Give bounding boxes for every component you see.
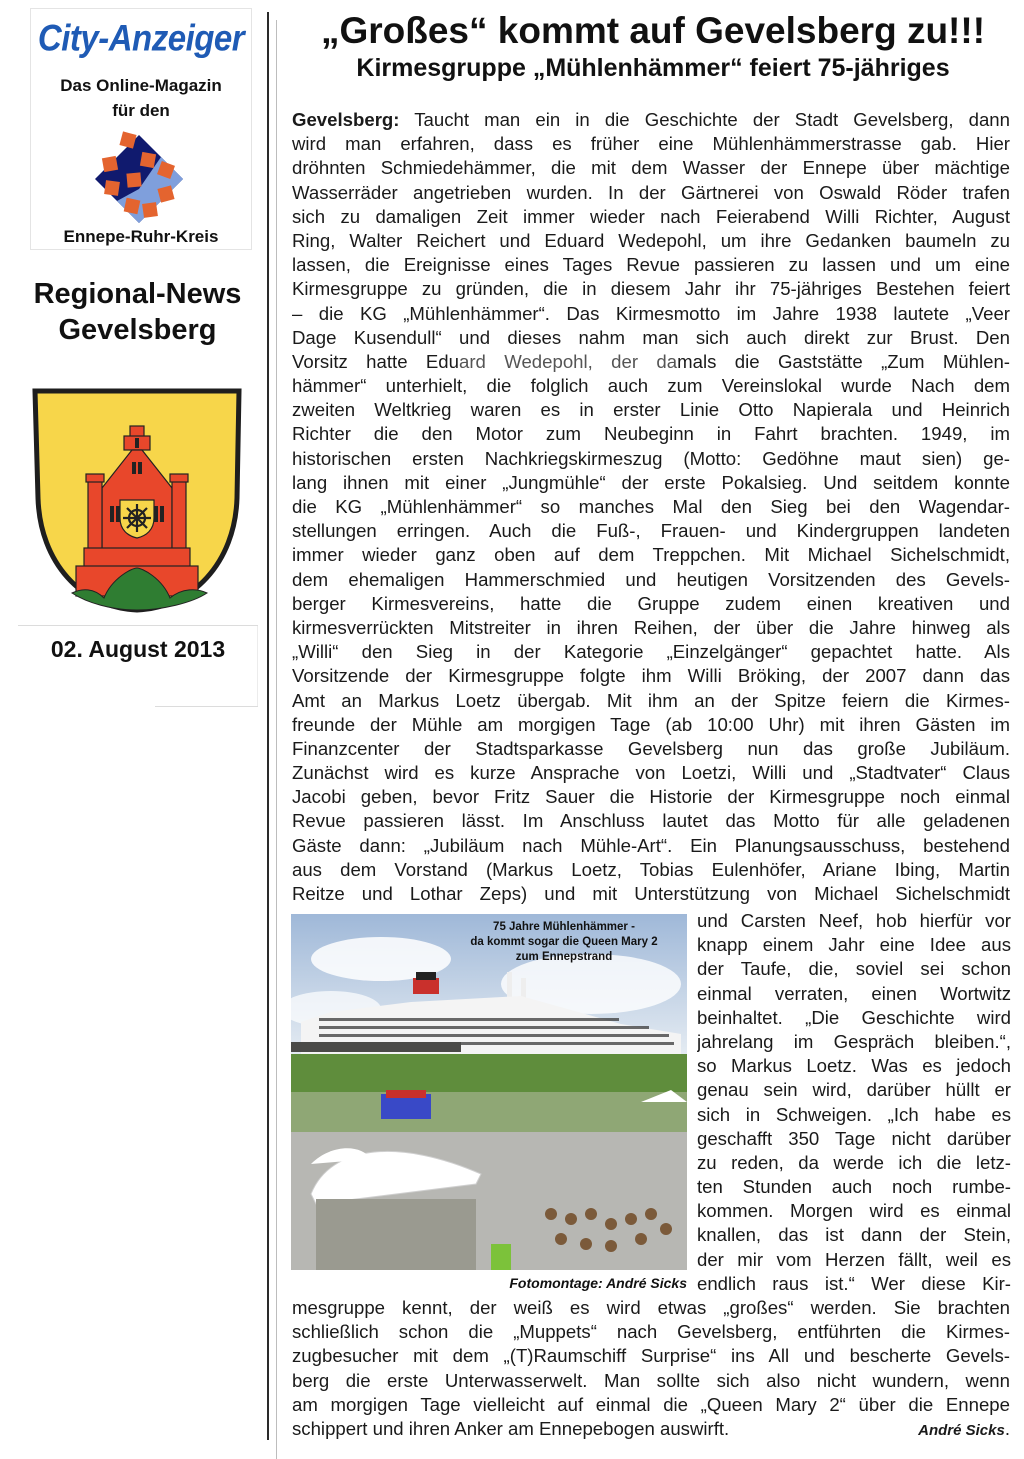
text-line: Gäste dann: „Jubiläum nach Mühle-Art“. Ein Planungsausschuss, bestehend — [292, 834, 1010, 856]
text-line: lassen, die Ereignisse eines Tages Revue passieren zu lassen und um eine — [292, 254, 1010, 276]
text-line: knapp einem Jahr eine Idee aus — [697, 934, 1011, 956]
article-body-top — [292, 108, 1010, 906]
text-line: berg die erste Unterwasserwelt. Man sollte sich also nicht wundern, wenn — [292, 1369, 1010, 1391]
text-line: Dage Kusendull“ und dieses nahm man sich auch direkt zur Brust. Den — [292, 326, 1010, 348]
text-line: zugbesucher mit dem „(T)Raumschiff Surprise“ ins All und bescherte Gevels- — [292, 1345, 1010, 1367]
column-divider — [267, 12, 269, 1440]
text-line: geschafft 350 Tage nicht darüber — [697, 1127, 1011, 1149]
article-subheadline: Kirmesgruppe „Mühlenhämmer“ feiert 75-jähriges — [356, 54, 950, 82]
article-body-side — [697, 909, 1011, 1296]
article-author: André Sicks. — [918, 1417, 1010, 1439]
text-line: – die KG „Mühlenhämmer“. Das Kirmesmotto im Jahre 1938 lautete „Veer — [292, 302, 1010, 324]
text-line: Zunächst wird es kurze Ansprache von Loetzi, Willi und „Stadtvater“ Claus — [292, 762, 1010, 784]
text-line: einmal verraten, einen Wortwitz — [697, 982, 1011, 1004]
coat-of-arms-icon — [32, 388, 242, 613]
issue-date-box — [18, 625, 258, 706]
article-headline: „Großes“ kommt auf Gevelsberg zu!!! — [320, 10, 986, 51]
section-title-line2: Gevelsberg — [58, 314, 217, 346]
text-line: und Carsten Neef, hob hierfür vor — [697, 910, 1011, 931]
text-line: Amt an Markus Loetz übergab. Mit ihm an der Spitze feiern die Kirmes- — [292, 689, 1010, 711]
text-line: die KG „Mühlenhämmer“ so manches Mal den Sieg bei den Wagendar- — [292, 496, 1010, 517]
text-line: Finanzcenter der Stadtsparkasse Gevelsberg nun das große Jubiläum. — [292, 737, 1010, 759]
text-line: zu reden, da werde ich die letz- — [697, 1151, 1011, 1173]
text-line: Vorsitz hatte Eduard Wedepohl, der damals die Gaststätte „Zum Mühlen- — [292, 350, 1010, 372]
text-line: endlich raus ist.“ Wer diese Kir- — [697, 1272, 1011, 1294]
text-line: Ring, Walter Reichert und Eduard Wedepohl, um ihre Gedanken baumeln zu — [292, 229, 1010, 251]
section-title-line1: Regional-News — [33, 278, 242, 310]
text-line: immer wieder ganz oben auf dem Treppchen. Mit Michael Sichelschmidt, — [292, 544, 1010, 566]
text-line: berger Kirmesvereins, hatte die Gruppe zudem einen kreativen und — [292, 592, 1010, 614]
photo-montage-image — [291, 914, 687, 1270]
logo-tagline-line3: Ennepe-Ruhr-Kreis — [63, 227, 219, 246]
text-line: Revue passieren lässt. Im Anschluss lautet das Motto für alle geladenen — [292, 810, 1010, 832]
text-line: Jacobi geben, bevor Fritz Sauer die Historie der Kirmesgruppe noch einmal — [292, 786, 1010, 808]
city-anzeiger-logo[interactable] — [30, 8, 252, 250]
text-line: schippert und ihren Anker am Ennepebogen auswirft. André Sicks. — [292, 1417, 1010, 1441]
photo-caption: 75 Jahre Mühlenhämmer - da kommt sogar die Queen Mary 2 zum Ennepstrand — [470, 921, 658, 963]
text-line: historischen ersten Nachkriegskirmeszug (Motto: Gedöhne maut sien) ge- — [292, 447, 1010, 469]
text-line: beinhaltet. „Die Geschichte wird — [697, 1006, 1011, 1028]
text-line: der mir vom Herzen fällt, weil es — [697, 1248, 1011, 1270]
text-line: lang ihnen mit einer „Jungmühle“ der erste Pokalsieg. Und seitdem konnte — [292, 471, 1010, 493]
text-line: schließlich schon die „Muppets“ nach Gevelsberg, entführten die Kirmes- — [292, 1321, 1010, 1343]
logo-title: City-Anzeiger — [37, 16, 245, 59]
text-line: Gevelsberg: Taucht man ein in die Geschichte der Stadt Gevelsberg, dann — [292, 109, 1010, 130]
text-line: Richter die den Motor zum Neubeginn in Fahrt brachten. 1949, im — [292, 423, 1010, 445]
issue-date: 02. August 2013 — [50, 636, 226, 662]
text-line: sich zu damaligen Zeit immer wieder nach Feierabend Willi Richter, August — [292, 205, 1010, 227]
text-line: Reitze und Lothar Zeps) und mit Unterstützung von Michael Sichelschmidt — [292, 883, 1010, 904]
text-line: wird man erfahren, dass es früher eine Mühlenhämmerstrasse gab. Hier — [292, 133, 1010, 155]
text-line: am morgigen Tage vielleicht auf einmal die „Queen Mary 2“ über die Ennepe — [292, 1393, 1010, 1415]
column-divider-light — [276, 20, 277, 1459]
text-line: dem ehemaligen Hammerschmied und heutigen Vorsitzenden des Gevels- — [292, 568, 1010, 590]
text-line: hämmer“ unterhielt, die folglich auch zum Vereinslokal wurde Nach dem — [292, 375, 1010, 397]
text-line: Wasserräder angetrieben wurden. In der Gärtnerei von Oswald Röder trafen — [292, 181, 1010, 203]
divider — [155, 706, 258, 707]
text-line: so Markus Loetz. Was es jedoch — [697, 1055, 1011, 1077]
text-line: ten Stunden auch noch rumbe- — [697, 1176, 1011, 1198]
text-line: zweiten Weltkrieg waren es in erster Linie Otto Napierala und Heinrich — [292, 399, 1010, 421]
text-line: knallen, das ist dann der Stein, — [697, 1224, 1011, 1246]
section-title — [0, 276, 275, 348]
text-line: Vorsitzende der Kirmesgruppe folgte ihm Willi Bröking, der 2007 dann das — [292, 665, 1010, 687]
sidebar — [0, 0, 265, 1459]
photo-credit: Fotomontage: André Sicks — [509, 1275, 687, 1291]
text-line: der Taufe, die, soviel sei schon — [697, 958, 1011, 980]
logo-tagline-line2: für den — [112, 101, 170, 120]
text-line: kirmesverrückten Mitstreiter in ihren Reihen, der über die Jahre hinweg als — [292, 616, 1010, 638]
dateline: Gevelsberg: — [292, 109, 400, 130]
text-line: „Willi“ den Sieg in der Kategorie „Einzelgänger“ gepachtet hatte. Als — [292, 641, 1010, 663]
article-photo[interactable] — [291, 914, 687, 1270]
text-line: genau sein wird, darüber hüllt er — [697, 1079, 1011, 1101]
ennepe-ruhr-kreis-icon — [91, 129, 187, 229]
text-line: mesgruppe kennt, der weiß es wird etwas „großes“ werden. Sie brachten — [292, 1297, 1010, 1318]
text-line: freunde der Mühle am morgigen Tage (ab 10:00 Uhr) mit ihren Gästen im — [292, 713, 1010, 735]
text-line: jahrelang im Gespräch bleiben.“, — [697, 1030, 1011, 1052]
article-body-bottom — [292, 1296, 1010, 1441]
text-line: sich in Schweigen. „Ich habe es — [697, 1103, 1011, 1125]
logo-tagline-line1: Das Online-Magazin — [60, 76, 222, 95]
text-line: kommen. Morgen wird es einmal — [697, 1200, 1011, 1222]
text-line: aus dem Vorstand (Markus Loetz, Tobias Eulenhöfer, Ariane Ibing, Martin — [292, 858, 1010, 880]
text-line: dröhnten Schmiedehämmer, die mit dem Wasser der Ennepe über mächtige — [292, 157, 1010, 179]
text-line: stellungen erringen. Auch die Fuß-, Frauen- und Kindergruppen landeten — [292, 520, 1010, 542]
text-line: Kirmesgruppe zu gründen, die in diesem Jahr ihr 75-jähriges Bestehen feiert — [292, 278, 1010, 300]
